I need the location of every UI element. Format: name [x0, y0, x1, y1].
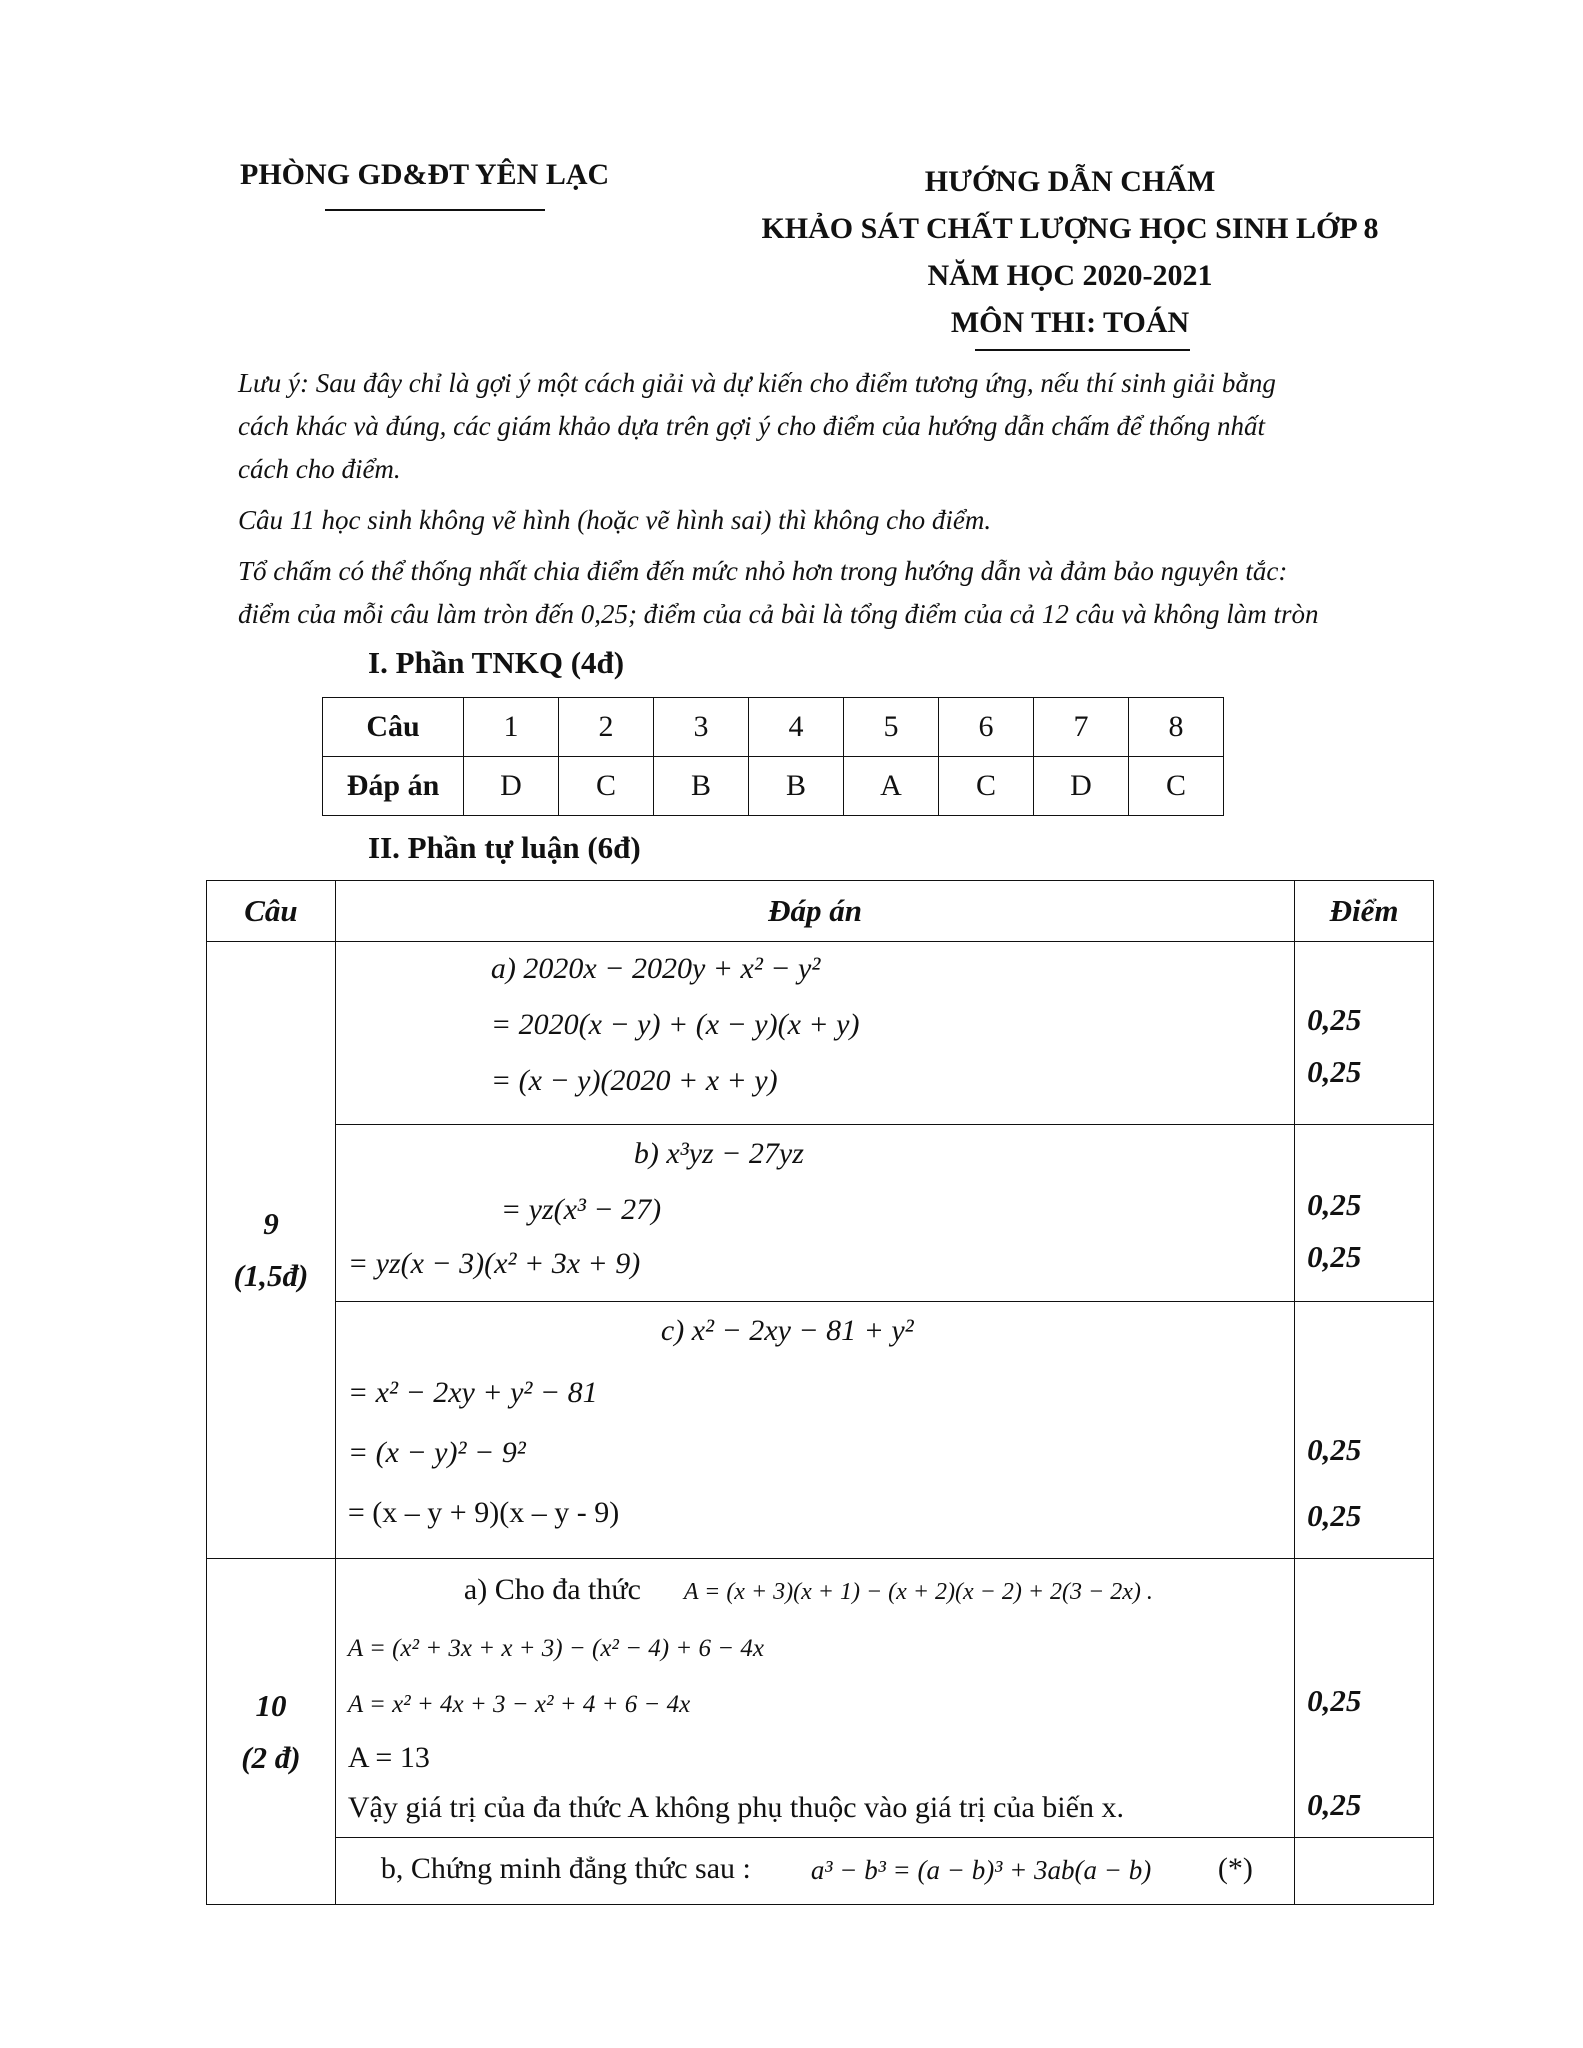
header-underline-left [325, 209, 545, 211]
answer-text: a) Cho đa thức [463, 1573, 641, 1606]
math-formula: a³ − b³ = (a − b)³ + 3ab(a − b) [810, 1855, 1152, 1885]
note-line: cách cho điểm. [238, 454, 401, 484]
answer-9a [335, 942, 1294, 1125]
row-label: Câu [323, 698, 464, 757]
math-line: = yz(x − 3)(x² + 3x + 9) [347, 1247, 641, 1280]
math-line: = (x – y + 9)(x – y - 9) [347, 1496, 620, 1529]
question-label: 9 [263, 1206, 279, 1241]
math-line: = x² − 2xy + y² − 81 [347, 1376, 598, 1409]
math-line: b) x³yz − 27yz [633, 1137, 804, 1170]
question-number: 4 [749, 698, 844, 757]
question-10-cell [207, 1559, 336, 1905]
header-cau: Câu [207, 881, 336, 942]
math-line: = yz(x³ − 27) [500, 1193, 662, 1226]
answer-9b [335, 1125, 1294, 1302]
document-title-block [720, 158, 1420, 346]
question-points: (1,5đ) [233, 1258, 309, 1293]
header-underline-right [975, 349, 1190, 351]
question-number: 6 [939, 698, 1034, 757]
question-number: 5 [844, 698, 939, 757]
table-row [207, 1125, 1434, 1302]
question-number: 2 [559, 698, 654, 757]
math-line: A = (x² + 3x + x + 3) − (x² − 4) + 6 − 4x [347, 1635, 764, 1662]
score-value: 0,25 [1307, 1498, 1362, 1533]
score-10a [1295, 1559, 1434, 1838]
answer-cell: C [559, 757, 654, 816]
answer-cell: D [464, 757, 559, 816]
row-label: Đáp án [323, 757, 464, 816]
title-line: NĂM HỌC 2020-2021 [927, 259, 1213, 292]
answer-cell: D [1034, 757, 1129, 816]
question-points: (2 đ) [241, 1739, 301, 1775]
answer-text: Vậy giá trị của đa thức A không phụ thuộc vào giá trị của biến x. [347, 1791, 1124, 1824]
math-line: A = 13 [347, 1741, 430, 1774]
question-number: 8 [1129, 698, 1224, 757]
answer-cell: B [749, 757, 844, 816]
score-9a [1295, 942, 1434, 1125]
question-number: 3 [654, 698, 749, 757]
score-9c [1295, 1302, 1434, 1559]
math-line: c) x² − 2xy − 81 + y² [660, 1314, 914, 1347]
score-value: 0,25 [1307, 1683, 1362, 1718]
question-number: 7 [1034, 698, 1129, 757]
score-value: 0,25 [1307, 1787, 1362, 1822]
table-row [323, 698, 1224, 757]
score-10b [1295, 1838, 1434, 1905]
note-line: Tổ chấm có thể thống nhất chia điểm đến mức nhỏ hơn trong hướng dẫn và đảm bảo nguyên tắc: [238, 556, 1288, 586]
answer-cell: B [654, 757, 749, 816]
answer-key-table [322, 697, 1224, 816]
department-name: PHÒNG GD&ĐT YÊN LẠC [240, 158, 610, 191]
essay-grading-table [206, 880, 1434, 1905]
table-row [207, 1302, 1434, 1559]
score-value: 0,25 [1307, 1187, 1362, 1222]
title-line: MÔN THI: TOÁN [950, 306, 1190, 339]
table-row [323, 757, 1224, 816]
note-line: Lưu ý: Sau đây chỉ là gợi ý một cách giải và dự kiến cho điểm tương ứng, nếu thí sinh giải bằng [238, 368, 1276, 398]
title-line: HƯỚNG DẪN CHẤM [924, 165, 1216, 198]
score-9b [1295, 1125, 1434, 1302]
score-value: 0,25 [1307, 1432, 1362, 1467]
table-row [207, 942, 1434, 1125]
score-value: 0,25 [1307, 1054, 1362, 1089]
table-row [207, 1838, 1434, 1905]
answer-10b [335, 1838, 1294, 1905]
note-line: điểm của mỗi câu làm tròn đến 0,25; điểm của cả bài là tổng điểm của cả 12 câu và không làm tròn [238, 599, 1319, 629]
math-formula: A = (x + 3)(x + 1) − (x + 2)(x − 2) + 2(3 − 2x) . [683, 1579, 1153, 1605]
header-dap-an: Đáp án [335, 881, 1294, 942]
section-title-tnkq: I. Phần TNKQ (4đ) [368, 645, 625, 680]
answer-9c [335, 1302, 1294, 1559]
math-line: = (x − y)² − 9² [347, 1436, 526, 1469]
section-title-tu-luan: II. Phần tự luận (6đ) [368, 830, 641, 865]
question-label: 10 [255, 1687, 287, 1723]
answer-text: b, Chứng minh đẳng thức sau : [380, 1852, 751, 1885]
answer-cell: C [1129, 757, 1224, 816]
score-value: 0,25 [1307, 1002, 1362, 1037]
answer-cell: A [844, 757, 939, 816]
answer-cell: C [939, 757, 1034, 816]
note-line: cách khác và đúng, các giám khảo dựa trên gợi ý cho điểm của hướng dẫn chấm để thống nhất [238, 411, 1266, 441]
note-line: Câu 11 học sinh không vẽ hình (hoặc vẽ hình sai) thì không cho điểm. [238, 505, 992, 535]
equation-tag: (*) [1217, 1852, 1253, 1885]
math-line: a) 2020x − 2020y + x² − y² [490, 952, 821, 985]
table-row [207, 881, 1434, 942]
math-line: A = x² + 4x + 3 − x² + 4 + 6 − 4x [347, 1691, 691, 1718]
math-line: = 2020(x − y) + (x − y)(x + y) [490, 1008, 860, 1041]
math-line: = (x − y)(2020 + x + y) [490, 1064, 778, 1097]
header-diem: Điểm [1295, 881, 1434, 942]
question-9-cell [207, 942, 336, 1559]
question-number: 1 [464, 698, 559, 757]
answer-10a [335, 1559, 1294, 1838]
table-row [207, 1559, 1434, 1838]
title-line: KHẢO SÁT CHẤT LƯỢNG HỌC SINH LỚP 8 [761, 212, 1379, 245]
score-value: 0,25 [1307, 1239, 1362, 1274]
